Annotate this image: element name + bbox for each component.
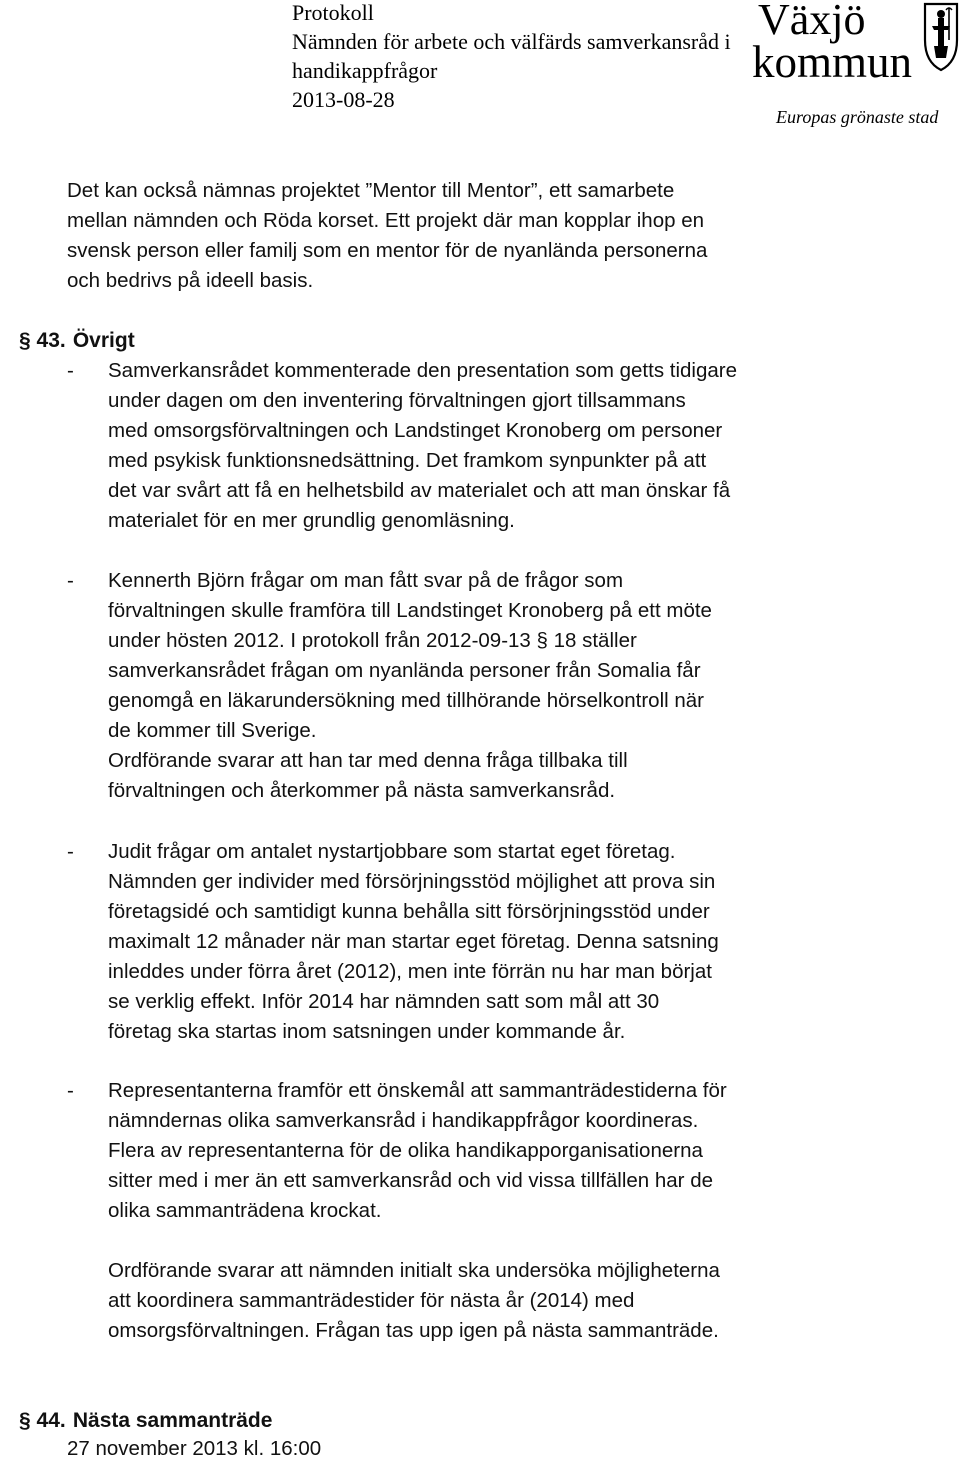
section-number: 43.	[36, 329, 66, 352]
text-line: mellan nämnden och Röda korset. Ett projekt där man kopplar ihop en	[67, 209, 705, 232]
text-line: Ordförande svarar att nämnden initialt ska undersöka möjligheterna	[108, 1259, 720, 1282]
text-line: Ordförande svarar att han tar med denna fråga tillbaka till	[108, 749, 628, 772]
committee-subject: handikappfrågor	[292, 58, 438, 83]
logo-word-kommun: kommun	[752, 37, 913, 87]
list-item	[108, 1076, 727, 1226]
text-line: det var svårt att få en helhetsbild av materialet och att man önskar få	[108, 479, 731, 502]
text-line: inleddes under förra året (2012), men inte förrän nu har man börjat	[108, 960, 712, 983]
text-line: genomgå en läkarundersökning med tillhörande hörselkontroll när	[108, 689, 705, 712]
text-line: svensk person eller familj som en mentor för de nyanlända personerna	[67, 239, 708, 262]
section-sign: §	[19, 1409, 31, 1432]
text-line: maximalt 12 månader när man startar eget företag. Denna satsning	[108, 930, 719, 953]
text-line: under hösten 2012. I protokoll från 2012-09-13 § 18 ställer	[108, 629, 637, 652]
text-line: Judit frågar om antalet nystartjobbare som startat eget företag.	[108, 840, 676, 863]
list-item	[108, 356, 737, 536]
meeting-date: 2013-08-28	[292, 87, 395, 112]
list-bullet: -	[67, 1079, 74, 1102]
header-text-block	[292, 0, 748, 114]
closing-paragraph	[108, 1256, 720, 1346]
section-number: 44.	[36, 1409, 66, 1432]
section-sign: §	[19, 329, 31, 352]
logo-word-vaxjo: Växjö	[758, 0, 866, 44]
text-line: Kennerth Björn frågar om man fått svar på de frågor som	[108, 569, 624, 592]
logo-tagline: Europas grönaste stad	[776, 107, 939, 127]
committee-name: Nämnden för arbete och välfärds samverkansråd i	[292, 29, 731, 54]
text-line: de kommer till Sverige.	[108, 719, 317, 742]
document-type: Protokoll	[292, 0, 374, 25]
text-line: Representanterna framför ett önskemål att sammanträdestiderna för	[108, 1079, 727, 1102]
text-line: med omsorgsförvaltningen och Landstinget Kronoberg om personer	[108, 419, 723, 442]
text-line: Nämnden ger individer med försörjningsstöd möjlighet att prova sin	[108, 870, 716, 893]
list-item	[108, 566, 712, 806]
list-bullet: -	[67, 569, 74, 592]
next-meeting-datetime: 27 november 2013 kl. 16:00	[67, 1437, 322, 1460]
text-line: sitter med i mer än ett samverkansråd och vid vissa tillfällen har de	[108, 1169, 714, 1192]
text-line: Samverkansrådet kommenterade den presentation som getts tidigare	[108, 359, 738, 382]
text-line: företagsidé och samtidigt kunna behålla sitt försörjningsstöd under	[108, 900, 710, 923]
section-44-heading	[19, 1406, 272, 1436]
text-line: under dagen om den inventering förvaltningen gjort tillsammans	[108, 389, 686, 412]
list-item	[108, 837, 719, 1047]
text-line: förvaltningen skulle framföra till Landstinget Kronoberg på ett möte	[108, 599, 712, 622]
text-line: företag ska startas inom satsningen under kommande år.	[108, 1020, 626, 1043]
list-bullet: -	[67, 840, 74, 863]
coat-of-arms-icon	[922, 0, 960, 72]
text-line: olika sammanträdena krockat.	[108, 1199, 382, 1222]
text-line: omsorgsförvaltningen. Frågan tas upp igen på nästa sammanträde.	[108, 1319, 719, 1342]
section-title: Övrigt	[72, 329, 135, 352]
text-line: förvaltningen och återkommer på nästa samverkansråd.	[108, 779, 616, 802]
text-line: att koordinera sammanträdestider för nästa år (2014) med	[108, 1289, 635, 1312]
list-bullet: -	[67, 359, 74, 382]
text-line: nämndernas olika samverkansråd i handikappfrågor koordineras.	[108, 1109, 699, 1132]
page-header	[0, 0, 960, 140]
section-title: Nästa sammanträde	[72, 1409, 273, 1432]
text-line: samverkansrådet frågan om nyanlända personer från Somalia får	[108, 659, 701, 682]
section-43-heading	[19, 326, 135, 356]
text-line: Flera av representanterna för de olika handikapporganisationerna	[108, 1139, 703, 1162]
text-line: och bedrivs på ideell basis.	[67, 269, 314, 292]
text-line: materialet för en mer grundlig genomläsning.	[108, 509, 515, 532]
text-line: se verklig effekt. Inför 2014 har nämnden satt som mål att 30	[108, 990, 660, 1013]
intro-paragraph	[67, 176, 707, 296]
text-line: med psykisk funktionsnedsättning. Det framkom synpunkter på att	[108, 449, 707, 472]
vaxjo-kommun-logo	[752, 0, 960, 130]
text-line: Det kan också nämnas projektet ”Mentor till Mentor”, ett samarbete	[67, 179, 675, 202]
